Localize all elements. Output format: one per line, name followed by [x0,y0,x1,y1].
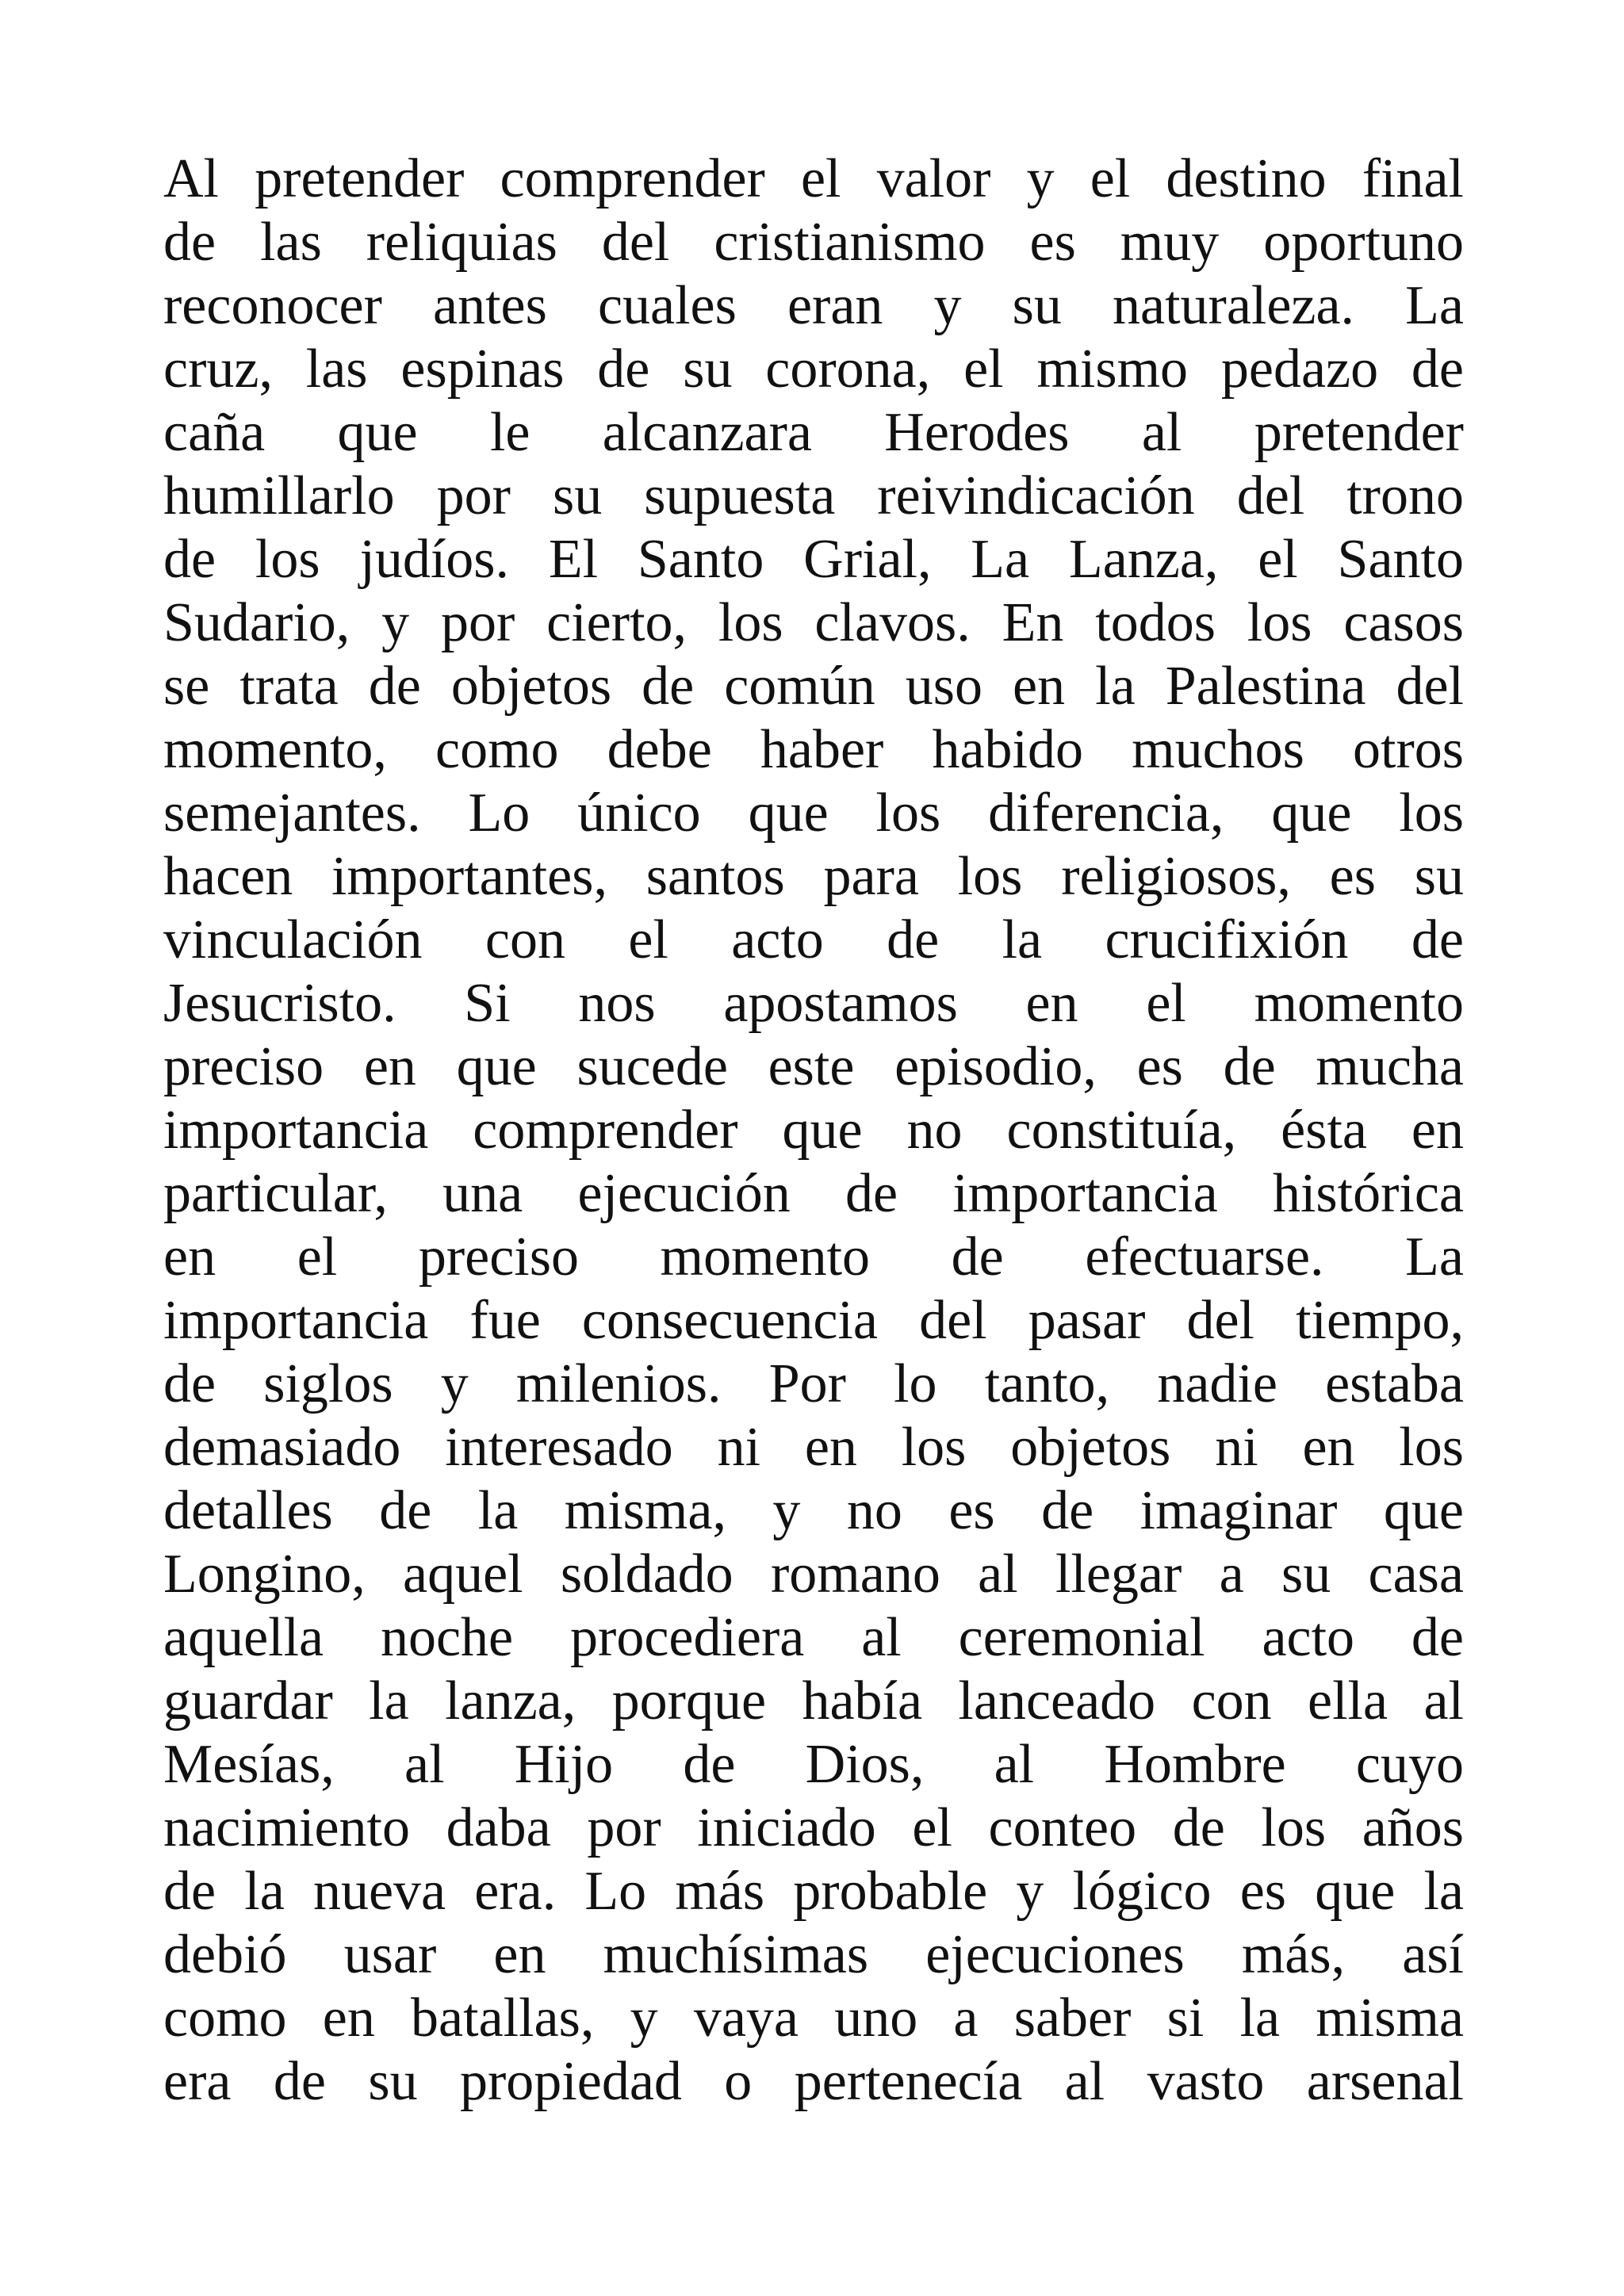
text-line: semejantes. Lo único que los diferencia, que los [163,783,1464,844]
text-line: se trata de objetos de común uso en la Palestina del [163,656,1464,717]
text-line: reconocer antes cuales eran y su naturaleza. La [163,275,1464,336]
text-line: de siglos y milenios. Por lo tanto, nadie estaba [163,1353,1464,1414]
text-line: detalles de la misma, y no es de imaginar que [163,1480,1464,1541]
text-line: importancia fue consecuencia del pasar del tiempo, [163,1290,1464,1351]
body-text [163,147,1464,2114]
text-line: vinculación con el acto de la crucifixión de [163,909,1464,970]
text-line: particular, una ejecución de importancia histórica [163,1163,1464,1224]
text-line: Jesucristo. Si nos apostamos en el momento [163,973,1464,1034]
text-line: de los judíos. El Santo Grial, La Lanza, el Santo [163,529,1464,590]
text-line: Longino, aquel soldado romano al llegar a su casa [163,1544,1464,1605]
text-line: guardar la lanza, porque había lanceado con ella al [163,1670,1464,1732]
text-line: debió usar en muchísimas ejecuciones más, así [163,1924,1464,1985]
text-line: era de su propiedad o pertenecía al vasto arsenal [163,2051,1464,2112]
text-line: Mesías, al Hijo de Dios, al Hombre cuyo [163,1734,1464,1795]
text-line: Sudario, y por cierto, los clavos. En todos los casos [163,592,1464,653]
text-line: demasiado interesado ni en los objetos ni en los [163,1417,1464,1478]
text-line: de la nueva era. Lo más probable y lógico es que la [163,1861,1464,1922]
text-line: de las reliquias del cristianismo es muy oportuno [163,212,1464,273]
text-line: en el preciso momento de efectuarse. La [163,1226,1464,1288]
text-line: humillarlo por su supuesta reivindicación del trono [163,465,1464,526]
text-line: cruz, las espinas de su corona, el mismo pedazo de [163,339,1464,400]
text-line: aquella noche procediera al ceremonial acto de [163,1607,1464,1668]
text-line: importancia comprender que no constituía, ésta en [163,1100,1464,1161]
text-line: hacen importantes, santos para los religiosos, es su [163,846,1464,907]
text-line: como en batallas, y vaya uno a saber si la misma [163,1988,1464,2049]
text-line: preciso en que sucede este episodio, es de mucha [163,1036,1464,1097]
text-line: caña que le alcanzara Herodes al pretender [163,402,1464,463]
text-line: momento, como debe haber habido muchos otros [163,719,1464,780]
text-line: Al pretender comprender el valor y el destino final [163,148,1464,209]
text-line: nacimiento daba por iniciado el conteo de los años [163,1797,1464,1858]
